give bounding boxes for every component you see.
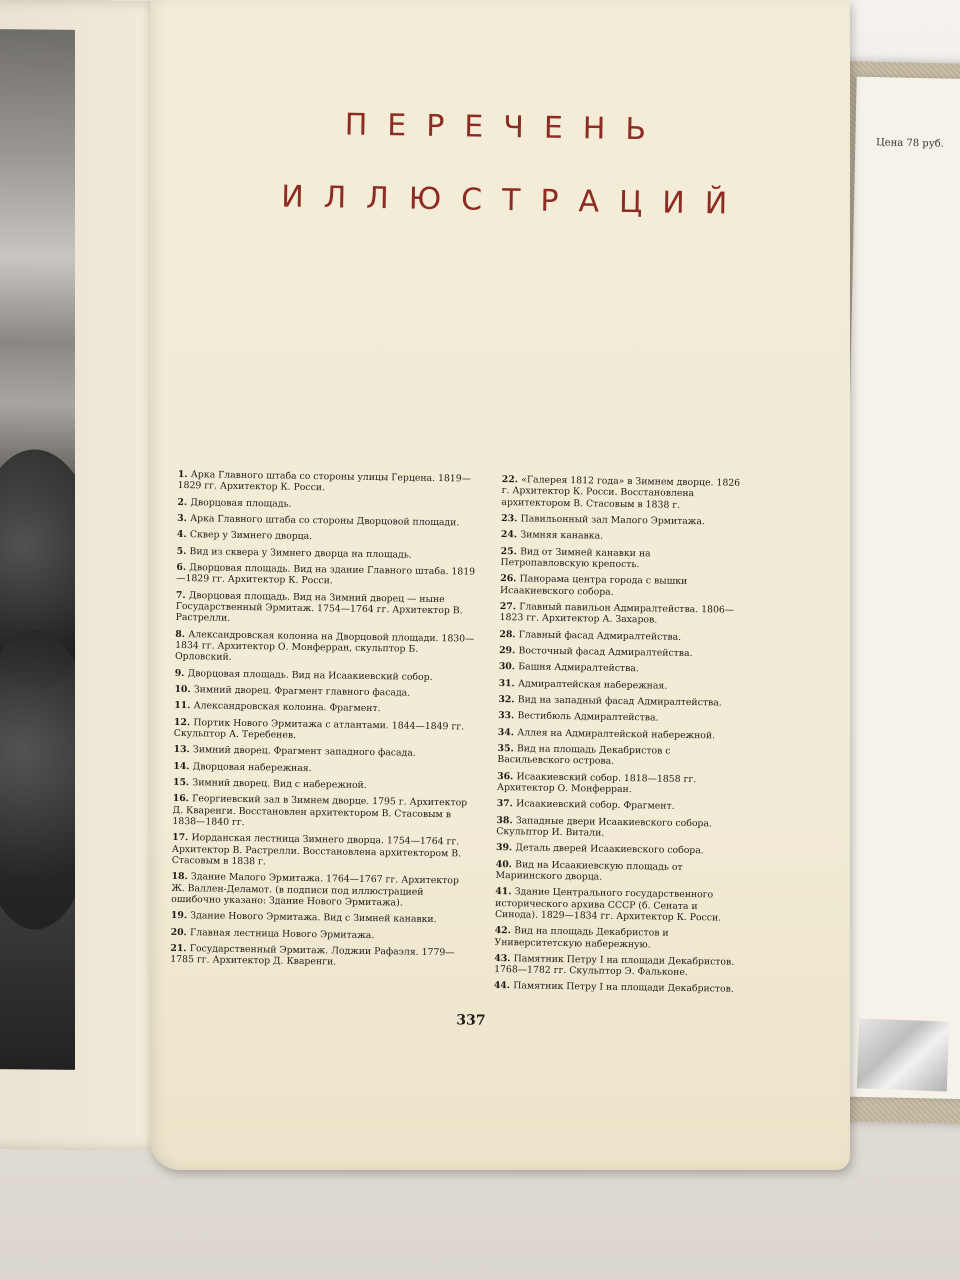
list-item-text: Западные двери Исаакиевского собора. Скульптор И. Витали.	[496, 814, 712, 839]
list-item	[498, 694, 738, 709]
list-item-number: 21.	[170, 942, 190, 955]
list-item-number: 39.	[495, 842, 516, 854]
list-item-text: Памятник Петру I на площади Декабристов.	[513, 980, 734, 996]
list-item-text: Дворцовая площадь. Вид на Зимний дворец — ныне Государственный Эрмитаж. 1754—1764 гг. Архитектор В. Растрелли.	[175, 589, 463, 625]
list-item	[171, 910, 471, 926]
list-item-text: Главная лестница Нового Эрмитажа.	[190, 926, 375, 941]
illustrations-list-left	[170, 469, 478, 975]
list-item-number: 36.	[497, 770, 517, 782]
list-item	[176, 562, 476, 589]
list-item-text: Александровская колонна на Дворцовой площади. 1830—1834 гг. Архитектор О. Монферран, скульптор Б. Орловский.	[174, 628, 475, 664]
list-item	[495, 886, 736, 924]
list-item	[497, 771, 737, 797]
list-item	[498, 710, 738, 725]
list-item-number: 15.	[172, 776, 193, 789]
page-title-line1: ПЕРЕЧЕНЬ	[344, 107, 667, 148]
list-item-number: 10.	[174, 683, 194, 696]
list-item-number: 25.	[500, 545, 521, 557]
list-item	[500, 546, 740, 572]
list-item-number: 35.	[497, 742, 518, 755]
list-item	[494, 980, 734, 995]
list-item	[174, 716, 474, 743]
list-item-number: 14.	[173, 760, 193, 772]
list-item	[499, 629, 739, 644]
list-item-text: Дворцовая набережная.	[192, 760, 312, 774]
list-item	[496, 859, 736, 885]
list-item	[172, 832, 472, 871]
list-item	[174, 684, 474, 700]
list-item-text: Георгиевский зал в Зимнем дворце. 1795 г. Архитектор Д. Кваренги. Восстановлен архитектором В. Стасовым в 1838—1840 гг.	[172, 793, 468, 828]
list-item-number: 2.	[177, 496, 191, 508]
list-item	[177, 546, 477, 562]
list-item-number: 12.	[173, 716, 194, 728]
list-item-text: Павильонный зал Малого Эрмитажа.	[520, 513, 705, 528]
list-item-number: 11.	[174, 700, 194, 712]
list-item-text: Дворцовая площадь. Вид на Исаакиевский собор.	[187, 667, 433, 683]
list-item	[499, 678, 739, 693]
list-item-number: 18.	[171, 871, 192, 883]
list-item-text: Деталь дверей Исаакиевского собора.	[515, 842, 704, 857]
list-item-text: Восточный фасад Адмиралтейства.	[518, 645, 693, 659]
list-item	[173, 760, 473, 776]
list-item-number: 32.	[498, 693, 518, 706]
list-item-number: 29.	[499, 644, 519, 657]
list-item	[500, 573, 740, 599]
list-item-text: Зимний дворец. Фрагмент главного фасада.	[193, 684, 411, 699]
list-item-number: 33.	[498, 710, 518, 722]
page-number: 337	[456, 1012, 486, 1029]
list-item-text: Панорама центра города с вышки Исаакиевского собора.	[499, 573, 688, 598]
list-item-text: «Галерея 1812 года» в Зимнем дворце. 1826 г. Архитектор К. Росси. Восстановлена архитектором В. Стасовым в 1838 г.	[501, 474, 741, 511]
list-item	[501, 513, 741, 528]
list-item	[175, 629, 475, 668]
list-item-number: 17.	[172, 832, 192, 844]
list-item	[173, 744, 473, 760]
list-item-number: 27.	[499, 600, 520, 613]
list-item	[499, 661, 739, 676]
list-item-number: 42.	[494, 925, 515, 937]
list-item-text: Зимний дворец. Вид с набережной.	[192, 777, 367, 791]
list-item-text: Дворцовая площадь. Вид на здание Главного штаба. 1819—1829 гг. Архитектор К. Росси.	[176, 562, 476, 587]
list-item-number: 37.	[496, 798, 517, 810]
list-item	[177, 529, 477, 545]
list-item-text: Портик Нового Эрмитажа с атлантами. 1844—1849 гг. Скульптор А. Теребенев.	[173, 716, 465, 741]
list-item-text: Главный фасад Адмиралтейства.	[518, 628, 682, 643]
list-item	[174, 700, 474, 716]
list-item	[501, 474, 742, 512]
list-item-text: Арка Главного штаба со стороны Дворцовой площади.	[190, 513, 460, 529]
list-item-text: Памятник Петру I на площади Декабристов. 1768—1782 гг. Скульптор Э. Фальконе.	[494, 953, 735, 979]
list-item	[499, 645, 739, 660]
list-item-number: 19.	[170, 910, 191, 922]
illustrations-list-right	[494, 474, 742, 1001]
list-item-number: 5.	[176, 545, 190, 557]
list-item-number: 3.	[177, 512, 191, 525]
list-item-text: Исаакиевский собор. 1818—1858 гг. Архитектор О. Монферран.	[496, 770, 697, 795]
list-item-text: Вид на западный фасад Адмиралтейства.	[517, 694, 722, 709]
list-item	[496, 815, 736, 841]
list-item	[171, 926, 471, 942]
right-page	[150, 0, 850, 1170]
list-item-text: Главный павильон Адмиралтейства. 1806—1823 гг. Архитектор А. Захаров.	[499, 601, 735, 626]
list-item-text: Здание Малого Эрмитажа. 1764—1767 гг. Архитектор Ж. Валлен-Деламот. (в подписи под иллюстрацией ошибочно указано: Здание Нового Эрмитажа).	[171, 871, 459, 909]
list-item-text: Исаакиевский собор. Фрагмент.	[516, 798, 675, 813]
tree-shape	[0, 629, 75, 930]
list-item-number: 44.	[493, 980, 514, 992]
list-item-number: 26.	[500, 573, 520, 585]
list-item	[175, 668, 475, 684]
list-item	[497, 798, 737, 813]
list-item-number: 28.	[499, 628, 519, 640]
list-item-text: Вид на Исаакиевскую площадь от Мариинского дворца.	[495, 858, 683, 883]
list-item-text: Здание Центрального государственного исторического архива СССР (б. Сената и Синода). 1829—1834 гг. Архитектор К. Росси.	[494, 886, 722, 924]
list-item-number: 9.	[174, 667, 188, 679]
list-item-number: 41.	[495, 886, 515, 898]
list-item-text: Дворцовая площадь.	[190, 496, 292, 510]
list-item-number: 13.	[173, 744, 194, 756]
list-item	[176, 590, 476, 629]
list-item-text: Аллея на Адмиралтейской набережной.	[517, 726, 716, 741]
list-item-text: Вид на площадь Декабристов с Васильевского острова.	[497, 743, 671, 768]
list-item-number: 38.	[496, 814, 516, 826]
list-item	[171, 871, 471, 910]
list-item-number: 8.	[175, 628, 189, 640]
list-item-text: Башня Адмиралтейства.	[518, 661, 639, 675]
list-item-text: Вестибюль Адмиралтейства.	[517, 710, 659, 724]
list-item-text: Вид на площадь Декабристов и Университетскую набережную.	[494, 925, 669, 950]
list-item-text: Зимняя канавка.	[520, 529, 604, 542]
list-item	[172, 793, 472, 832]
list-item-number: 24.	[500, 529, 521, 541]
list-item-text: Вид из сквера у Зимнего дворца на площадь.	[189, 545, 412, 561]
list-item-text: Иорданская лестница Зимнего дворца. 1754—1764 гг. Архитектор В. Растрелли. Восстановлена архитектором В. Стасовым в 1838 г.	[171, 832, 462, 868]
page-title-line2: ИЛЛЮСТРАЦИЙ	[280, 179, 748, 222]
list-item	[173, 777, 473, 793]
list-item	[497, 743, 737, 769]
list-item-text: Здание Нового Эрмитажа. Вид с Зимней канавки.	[190, 910, 437, 926]
list-item-number: 1.	[177, 468, 191, 481]
landscape-photo	[0, 29, 75, 1070]
list-item-number: 30.	[498, 661, 519, 673]
list-item-number: 4.	[176, 529, 190, 541]
list-item-text: Александровская колонна. Фрагмент.	[193, 700, 381, 715]
list-item	[494, 953, 734, 979]
list-item	[501, 529, 741, 544]
price-sheet	[835, 77, 960, 1100]
list-item-text: Государственный Эрмитаж. Лоджии Рафаэля. 1779—1785 гг. Архитектор Д. Кваренги.	[170, 943, 455, 968]
list-item-text: Зимний дворец. Фрагмент западного фасада.	[192, 744, 416, 759]
price-label: Цена 78 руб.	[875, 137, 944, 150]
list-item-number: 40.	[495, 858, 516, 870]
list-item	[178, 469, 478, 496]
list-item-text: Адмиралтейская набережная.	[517, 677, 668, 692]
list-item	[498, 727, 738, 742]
silver-foil-tab	[857, 1018, 949, 1091]
list-item-number: 34.	[497, 726, 518, 738]
list-item	[500, 601, 740, 627]
list-item-number: 7.	[175, 589, 190, 601]
list-item	[177, 513, 477, 529]
list-item	[170, 943, 470, 970]
list-item-number: 43.	[494, 952, 514, 965]
list-item-text: Вид от Зимней канавки на Петропавловскую крепость.	[500, 545, 651, 571]
list-item-number: 31.	[498, 677, 519, 689]
list-item-number: 16.	[172, 793, 193, 805]
list-item-number: 23.	[501, 513, 521, 525]
list-item	[496, 842, 736, 857]
list-item-number: 6.	[176, 561, 190, 574]
list-item	[177, 497, 477, 513]
list-item-number: 22.	[501, 474, 522, 486]
list-item-text: Арка Главного штаба со стороны улицы Герцена. 1819—1829 гг. Архитектор К. Росси.	[177, 469, 472, 494]
list-item-text: Сквер у Зимнего дворца.	[189, 529, 313, 543]
list-item	[494, 925, 734, 951]
list-item-number: 20.	[170, 926, 191, 938]
